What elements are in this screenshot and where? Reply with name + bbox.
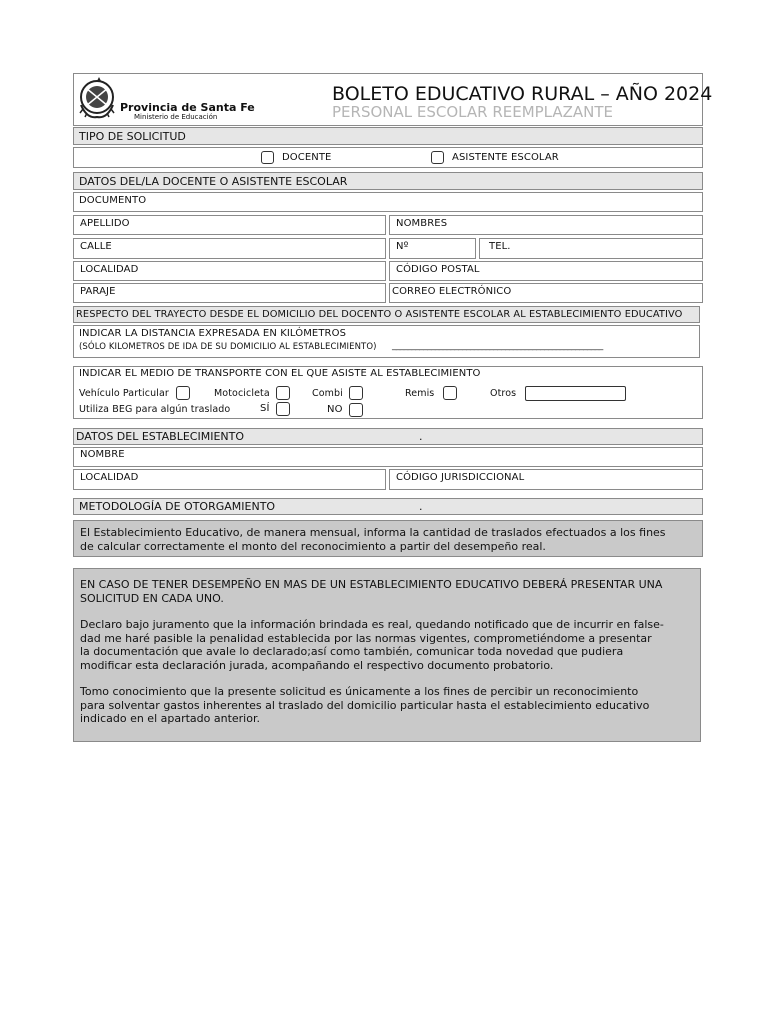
docente-label: DOCENTE	[282, 152, 332, 163]
correo-field[interactable]	[389, 283, 703, 303]
datos-docente-heading: DATOS DEL/LA DOCENTE O ASISTENTE ESCOLAR	[79, 175, 348, 188]
establecimiento-localidad-field[interactable]	[73, 469, 386, 490]
declaracion-box	[73, 568, 701, 742]
asistente-checkbox[interactable]	[431, 151, 444, 164]
combi-checkbox[interactable]	[349, 386, 363, 400]
combi-label: Combi	[312, 388, 343, 399]
moto-label: Motocicleta	[214, 388, 270, 399]
remis-label: Remis	[405, 388, 435, 399]
distancia-note: (SÓLO KILOMETROS DE IDA DE SU DOMICILIO AL ESTABLECIMIENTO)	[79, 342, 377, 352]
metodologia-dot: .	[419, 500, 423, 513]
remis-checkbox[interactable]	[443, 386, 457, 400]
transporte-heading: INDICAR EL MEDIO DE TRANSPORTE CON EL QUE ASISTE AL ESTABLECIMIENTO	[79, 368, 481, 379]
establecimiento-heading: DATOS DEL ESTABLECIMIENTO	[76, 430, 245, 443]
apellido-field[interactable]	[73, 215, 386, 235]
apellido-label: APELLIDO	[80, 218, 130, 229]
docente-checkbox[interactable]	[261, 151, 274, 164]
documento-field[interactable]	[73, 192, 703, 212]
paraje-field[interactable]	[73, 283, 386, 303]
establecimiento-bar	[73, 428, 703, 445]
form-subtitle: PERSONAL ESCOLAR REEMPLAZANTE	[332, 103, 614, 121]
tel-field[interactable]	[479, 238, 703, 259]
trayecto-bar	[73, 306, 700, 323]
form-title: BOLETO EDUCATIVO RURAL – AÑO 2024	[332, 83, 713, 105]
nombres-label: NOMBRES	[396, 218, 448, 229]
metodologia-text-box	[73, 520, 703, 557]
logo-subtitle: Ministerio de Educación	[134, 113, 218, 121]
declaracion-p2: Declaro bajo juramento que la información brindada es real, quedando notificado que de incurrir en false- dad me haré pasible la penalidad establecida por las normas vigentes, comprometiéndome a presentar la documentación que avale lo declarado;así como también, comunicar toda novedad que pudiera modificar esta declaración jurada, acompañando el respectivo documento probatorio.	[80, 618, 664, 672]
nombres-field[interactable]	[389, 215, 703, 235]
tipo-solicitud-bar	[73, 127, 703, 145]
otros-label: Otros	[490, 388, 517, 399]
establecimiento-localidad-label: LOCALIDAD	[80, 472, 139, 483]
codigo-jurisdiccional-field[interactable]	[389, 469, 703, 490]
establecimiento-dot: .	[419, 430, 423, 443]
paraje-label: PARAJE	[80, 286, 116, 297]
codigo-postal-field[interactable]	[389, 261, 703, 281]
metodologia-heading: METODOLOGÍA DE OTORGAMIENTO	[79, 500, 276, 513]
asistente-label: ASISTENTE ESCOLAR	[452, 152, 559, 163]
no-label: NO	[327, 404, 343, 415]
codigo-postal-label: CÓDIGO POSTAL	[396, 264, 480, 275]
localidad-label: LOCALIDAD	[80, 264, 139, 275]
documento-label: DOCUMENTO	[79, 195, 147, 206]
metodologia-text: El Establecimiento Educativo, de manera mensual, informa la cantidad de traslados efectuados a los fines de calcular correctamente el monto del reconocimiento a partir del desempeño real.	[80, 526, 666, 553]
establecimiento-nombre-field[interactable]	[73, 447, 703, 467]
declaracion-p1: EN CASO DE TENER DESEMPEÑO EN MAS DE UN ESTABLECIMIENTO EDUCATIVO DEBERÁ PRESENTAR UNA SOLICITUD EN CADA UNO.	[80, 578, 663, 605]
beg-label: Utiliza BEG para algún traslado	[79, 404, 231, 415]
calle-label: CALLE	[80, 241, 112, 252]
declaracion-p3: Tomo conocimiento que la presente solicitud es únicamente a los fines de percibir un reconocimiento para solventar gastos inherentes al traslado del domicilio particular hasta el establecimiento educativo indicado en el apartado anterior.	[80, 685, 650, 725]
tipo-solicitud-heading: TIPO DE SOLICITUD	[79, 130, 186, 143]
moto-checkbox[interactable]	[276, 386, 290, 400]
distancia-input-line[interactable]: ______________________________________________________	[392, 341, 603, 351]
distancia-label: INDICAR LA DISTANCIA EXPRESADA EN KILÓMETROS	[79, 328, 347, 339]
calle-field[interactable]	[73, 238, 386, 259]
correo-label: CORREO ELECTRÓNICO	[392, 286, 512, 297]
vehiculo-checkbox[interactable]	[176, 386, 190, 400]
localidad-field[interactable]	[73, 261, 386, 281]
numero-label: Nº	[396, 241, 409, 252]
transporte-box	[73, 366, 703, 419]
numero-field[interactable]	[389, 238, 476, 259]
province-seal-icon	[77, 75, 121, 123]
tel-label: TEL.	[489, 241, 511, 252]
datos-docente-bar	[73, 172, 703, 190]
codigo-jurisdiccional-label: CÓDIGO JURISDICCIONAL	[396, 472, 525, 483]
distancia-box	[73, 325, 700, 358]
si-checkbox[interactable]	[276, 402, 290, 416]
si-label: SÍ	[260, 403, 270, 414]
trayecto-heading: RESPECTO DEL TRAYECTO DESDE EL DOMICILIO DEL DOCENTO O ASISTENTE ESCOLAR AL ESTABLECIMIENTO EDUCATIVO	[76, 309, 683, 320]
no-checkbox[interactable]	[349, 403, 363, 417]
establecimiento-nombre-label: NOMBRE	[80, 449, 125, 460]
otros-input[interactable]	[525, 386, 626, 401]
vehiculo-label: Vehículo Particular	[79, 388, 169, 399]
metodologia-bar	[73, 498, 703, 515]
tipo-solicitud-row	[73, 147, 703, 168]
logo-name: Provincia de Santa Fe	[120, 101, 255, 114]
